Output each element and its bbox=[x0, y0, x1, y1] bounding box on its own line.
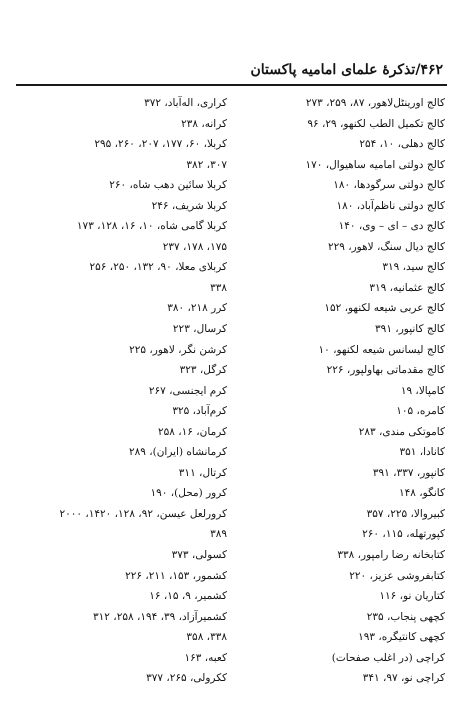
index-entry: ۱۷۵، ۱۷۸، ۲۳۷ bbox=[162, 240, 227, 253]
index-entry: کالج لیسانس شیعه لکنهو، ۱۰ bbox=[318, 343, 445, 356]
index-entry: کانادا، ۳۵۱ bbox=[399, 446, 445, 459]
index-entry: کتابفروشی عزیز، ۲۲۰ bbox=[349, 569, 445, 582]
index-entry: کرمان، ۱۶، ۲۵۸ bbox=[158, 425, 227, 438]
index-entry: کالج کانپور، ۳۹۱ bbox=[375, 323, 445, 336]
index-entry: ۳۳۸، ۳۵۸ bbox=[186, 631, 227, 644]
index-entry: کپورتهله، ۱۱۵، ۲۶۰ bbox=[362, 528, 445, 541]
index-entry: کالج عثمانیه، ۳۱۹ bbox=[369, 281, 445, 294]
header-rule bbox=[16, 84, 447, 86]
index-entry: کعبه، ۱۶۳ bbox=[184, 651, 227, 664]
index-entry: کاموتکی مندی، ۲۸۳ bbox=[358, 425, 445, 438]
index-entry: کالج دولتی ناظم‌آباد، ۱۸۰ bbox=[336, 199, 445, 212]
index-column-right bbox=[215, 93, 445, 689]
index-entry: ۳۳۸ bbox=[210, 281, 227, 294]
index-entry: کالج دیال سنگ، لاهور، ۲۲۹ bbox=[327, 240, 445, 253]
index-entry: کسولی، ۳۷۳ bbox=[171, 549, 227, 562]
index-entry: کراچی نو، ۹۷، ۳۴۱ bbox=[362, 672, 445, 685]
index-entry: کرشن نگر، لاهور، ۲۲۵ bbox=[129, 343, 227, 356]
index-entry: کتاریان نو، ۱۱۶ bbox=[379, 590, 445, 603]
index-entry: کرم ایجنسی، ۲۶۷ bbox=[148, 384, 227, 397]
index-column-left bbox=[7, 93, 227, 689]
index-entry: کربلا شریف، ۲۴۶ bbox=[151, 199, 227, 212]
index-entry: کراری، اله‌آباد، ۳۷۲ bbox=[144, 97, 227, 109]
index-entry: کالج اورینٹل‌لاهور، ۸۷، ۲۵۹، ۲۷۳ bbox=[305, 97, 445, 109]
index-entry: کربلا سائین دهب شاه، ۲۶۰ bbox=[109, 179, 227, 192]
index-entry: کالج سید، ۳۱۹ bbox=[382, 261, 445, 274]
index-entry: کرسال، ۲۲۳ bbox=[172, 323, 227, 336]
index-entry: کچهی کانتیگره، ۱۹۳ bbox=[358, 631, 445, 644]
index-entry: کرمانشاه (ایران)، ۲۸۹ bbox=[128, 446, 227, 459]
index-entry: کالج دهلی، ۱۰، ۲۵۴ bbox=[359, 138, 445, 151]
index-entry: کالج دولتی سرگودها، ۱۸۰ bbox=[333, 179, 445, 192]
index-entry: کالج تکمیل الطب لکنهو، ۲۹، ۹۶ bbox=[307, 117, 445, 130]
index-entry: کانگو، ۱۴۸ bbox=[399, 487, 445, 500]
index-entry: کالج دولتی امامیه ساهیوال، ۱۷۰ bbox=[305, 158, 445, 171]
index-entry: کبیروالا، ۲۲۵، ۳۵۷ bbox=[366, 507, 445, 520]
page-header bbox=[16, 62, 447, 84]
index-entry: کرر ۲۱۸، ۳۸۰ bbox=[167, 302, 227, 315]
index-entry: ۳۸۹ bbox=[210, 528, 227, 541]
index-entry: کشمیرآزاد، ۳۹، ۱۹۴، ۲۵۸، ۳۱۲ bbox=[93, 610, 227, 623]
index-entry: کراچی (در اغلب صفحات) bbox=[331, 651, 445, 664]
index-entry: کشمور، ۱۵۳، ۲۱۱، ۲۲۶ bbox=[125, 569, 227, 582]
index-entry: کشمیر، ۹، ۱۵، ۱۶ bbox=[149, 590, 227, 603]
index-entry: کامپالا، ۱۹ bbox=[400, 384, 445, 397]
index-entry: کامره، ۱۰۵ bbox=[396, 405, 445, 418]
index-entry: کرور (محل)، ۱۹۰ bbox=[150, 487, 227, 500]
running-header: ۴۶۲/تذکرهٔ علمای امامیه پاکستان bbox=[250, 62, 443, 78]
index-entry: کرتال، ۳۱۱ bbox=[178, 466, 227, 479]
index-entry: کالج مقدماتی بهاولپور، ۲۲۶ bbox=[326, 364, 445, 377]
index-entry: کرم‌آباد، ۳۲۵ bbox=[172, 405, 227, 418]
index-entry: کالج دی – ای – وی، ۱۴۰ bbox=[338, 220, 445, 233]
index-entry: کربلا گامی شاه، ۱۰، ۱۶، ۱۲۸، ۱۷۳ bbox=[76, 220, 227, 233]
index-entry: کالج عربی شیعه لکنهو، ۱۵۲ bbox=[324, 302, 445, 315]
index-entry: کربلا، ۶۰، ۱۷۷، ۲۰۷، ۲۶۰، ۲۹۵ bbox=[94, 138, 227, 151]
index-entry: کرگل، ۳۲۳ bbox=[179, 364, 227, 377]
index-entry: کرورلعل عیسن، ۹۲، ۱۲۸، ۱۴۲۰، ۲۰۰۰ bbox=[59, 507, 227, 520]
index-entry: کانپور، ۳۳۷، ۳۹۱ bbox=[372, 466, 445, 479]
index-entry: ککرولی، ۲۶۵، ۳۷۷ bbox=[146, 672, 227, 685]
index-entry: ۳۰۷، ۳۸۲ bbox=[186, 158, 227, 171]
index-entry: کتابخانه رضا رامپور، ۳۳۸ bbox=[337, 549, 445, 562]
index-entry: کرانه، ۲۳۸ bbox=[181, 117, 227, 130]
index-entry: کچهی پنجاب، ۲۳۵ bbox=[366, 610, 445, 623]
index-entry: کربلای معلا، ۹۰، ۱۳۲، ۲۵۰، ۲۵۶ bbox=[89, 261, 227, 274]
